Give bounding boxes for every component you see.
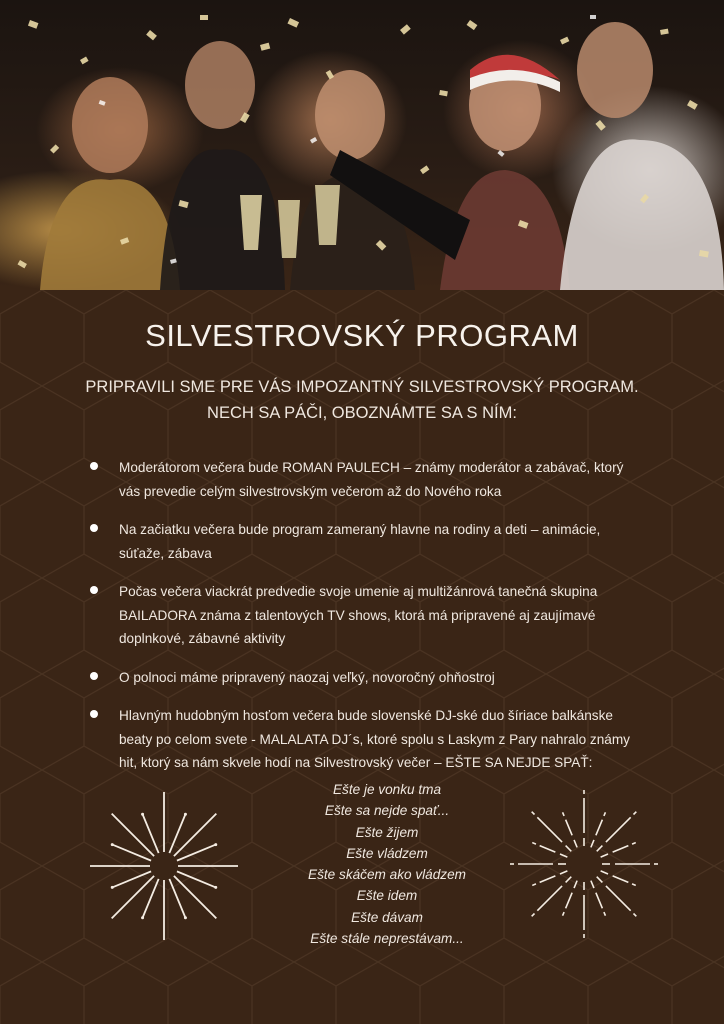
burst-ray [596,893,603,909]
burst-ray [560,871,567,874]
burst-ray [532,884,536,886]
burst-ray [174,814,216,856]
burst-ray [604,812,606,816]
burst-ray [601,854,608,857]
burst-ray [606,886,631,911]
lyric-line: Ešte idem [356,888,418,904]
burst-dot [111,886,114,889]
burst-ray [604,912,606,916]
lyric-line: Ešte je vonku tma [332,782,442,797]
burst-ray [601,871,608,874]
burst-ray [566,820,573,836]
lyric-line: Ešte dávam [351,909,423,925]
bullet-dot-icon [90,586,98,594]
lyric-line: Ešte sa nejde spať... [324,803,450,819]
burst-ray [596,820,603,836]
list-item-text: Moderátorom večera bude ROMAN PAULECH – známy moderátor a zabávač, ktorý vás prevedie celým silvestrovským večerom až do Nového roka [119,460,624,499]
burst-ray [566,893,573,909]
burst-ray [537,886,562,911]
burst-ray [632,884,636,886]
burst-ray [632,843,636,845]
program-list [88,456,648,775]
list-item-text: Na začiatku večera bude program zameraný hlavne na rodiny a deti – animácie, súťaže, zábava [119,522,601,561]
burst-ray [532,843,536,845]
intro-text [0,374,724,426]
burst-ray [174,876,216,918]
burst-dot [141,813,144,816]
list-item-text: O polnoci máme pripravený naozaj veľký, novoročný ohňostroj [119,669,495,685]
bullet-dot-icon [90,524,98,532]
burst-dot [214,886,217,889]
burst-ray [597,846,603,852]
burst-dot [111,843,114,846]
burst-ray [540,846,556,853]
burst-ray [591,840,594,847]
burst-ray [563,912,565,916]
burst-ray [613,876,629,883]
list-item [88,704,648,775]
list-item-text: Počas večera viackrát predvedie svoje umenie aj multižánrová tanečná skupina BAILADORA známa z talentových TV shows, ktorá má pripravené aj zaujímavé doplnkové, zábavné aktivity [119,584,598,646]
burst-dot [184,916,187,919]
lyric-line: Ešte stále neprestávam... [310,931,464,947]
burst-ray [591,881,594,888]
burst-ray [560,854,567,857]
intro-line-2: NECH SA PÁČI, OBOZNÁMTE SA S NÍM: [207,404,517,422]
bullet-dot-icon [90,462,98,470]
burst-ray [540,876,556,883]
burst-ray [574,840,577,847]
lyric-line: Ešte skáčem ako vládzem [308,867,466,883]
hero-photo [0,0,724,290]
burst-ray [633,812,636,815]
burst-ray [633,913,636,916]
party-photo [0,0,724,290]
burst-ray [613,846,629,853]
bullet-dot-icon [90,672,98,680]
burst-ray [597,877,603,883]
burst-ray [112,814,154,856]
list-item-text: Hlavným hudobným hosťom večera bude slovenské DJ-ské duo šíriace balkánske beaty po celom svete - MALALATA DJ´s, ktoré spolu s Laskym z Pary nahralo známy hit, ktorý sa nám skvele hodí na Silvestrovský večer – EŠTE SA NEJDE SPAŤ: [119,708,630,770]
burst-ray [606,817,631,842]
song-lyrics [262,779,512,949]
burst-ray [537,817,562,842]
list-item [88,580,648,651]
page-title: SILVESTROVSKÝ PROGRAM [145,318,579,353]
burst-dot [141,916,144,919]
list-item [88,666,648,690]
burst-dot [184,813,187,816]
burst-ray [566,846,572,852]
burst-ray [574,881,577,888]
burst-ray [112,876,154,918]
list-item [88,518,648,565]
firework-burst-icon [508,788,660,940]
lyric-line: Ešte žijem [355,824,419,840]
burst-ray [532,913,535,916]
firework-burst-icon [88,790,240,942]
lyric-line: Ešte vládzem [346,845,428,861]
burst-ray [563,812,565,816]
burst-ray [532,812,535,815]
burst-ray [566,877,572,883]
bullet-dot-icon [90,710,98,718]
list-item [88,456,648,503]
burst-dot [214,843,217,846]
intro-line-1: PRIPRAVILI SME PRE VÁS IMPOZANTNÝ SILVESTROVSKÝ PROGRAM. [85,378,639,396]
